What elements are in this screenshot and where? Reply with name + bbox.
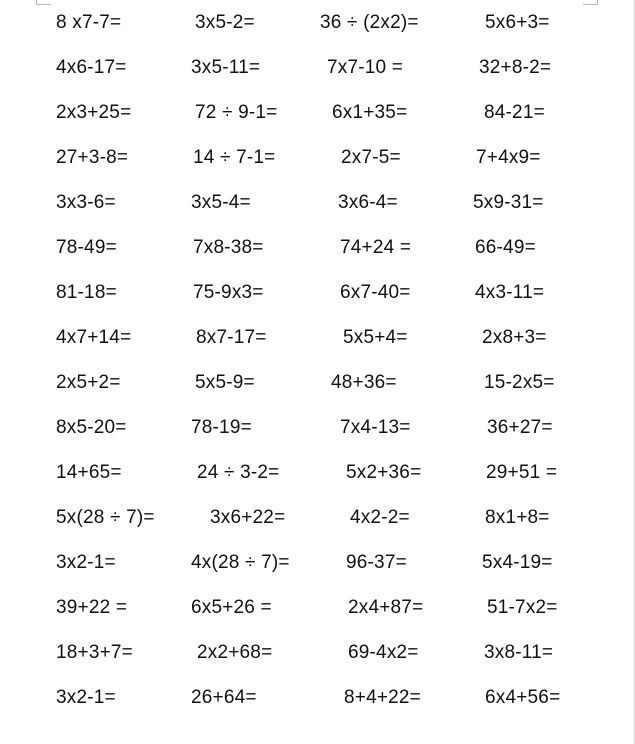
problem-r14-c3: 2x4+87= [348, 597, 424, 618]
problem-r8-c2: 8x7-17= [196, 327, 267, 348]
problem-r8-c1: 4x7+14= [56, 327, 132, 348]
problem-r5-c4: 5x9-31= [473, 192, 544, 213]
problem-r1-c3: 36 ÷ (2x2)= [320, 12, 419, 33]
problem-r9-c1: 2x5+2= [56, 372, 121, 393]
problem-r13-c3: 96-37= [346, 552, 407, 573]
problem-r10-c2: 78-19= [191, 417, 252, 438]
problem-r15-c2: 2x2+68= [197, 642, 273, 663]
problem-r16-c4: 6x4+56= [485, 687, 561, 708]
problem-r3-c4: 84-21= [484, 102, 545, 123]
problem-r13-c2: 4x(28 ÷ 7)= [191, 552, 290, 573]
problem-r2-c1: 4x6-17= [56, 57, 127, 78]
problem-r6-c2: 7x8-38= [193, 237, 264, 258]
problem-r5-c3: 3x6-4= [338, 192, 398, 213]
problem-r14-c4: 51-7x2= [487, 597, 558, 618]
problem-r16-c2: 26+64= [191, 687, 257, 708]
problem-r5-c1: 3x3-6= [56, 192, 116, 213]
problem-r11-c2: 24 ÷ 3-2= [197, 462, 280, 483]
problem-r10-c3: 7x4-13= [340, 417, 411, 438]
problem-r12-c4: 8x1+8= [485, 507, 550, 528]
problem-r11-c1: 14+65= [56, 462, 122, 483]
crop-mark-right [583, 0, 598, 5]
problem-r15-c4: 3x8-11= [484, 642, 554, 663]
problem-r9-c4: 15-2x5= [484, 372, 555, 393]
problem-r14-c1: 39+22 = [56, 597, 128, 618]
problem-r12-c2: 3x6+22= [210, 507, 286, 528]
problem-r13-c4: 5x4-19= [482, 552, 553, 573]
problem-r7-c4: 4x3-11= [475, 282, 545, 303]
problem-r9-c3: 48+36= [331, 372, 397, 393]
problem-r2-c4: 32+8-2= [479, 57, 552, 78]
problem-r14-c2: 6x5+26 = [191, 597, 272, 618]
problem-r5-c2: 3x5-4= [191, 192, 251, 213]
problem-r1-c2: 3x5-2= [195, 12, 255, 33]
problem-r7-c1: 81-18= [56, 282, 117, 303]
problem-r16-c3: 8+4+22= [344, 687, 421, 708]
problem-r6-c1: 78-49= [56, 237, 117, 258]
problem-r12-c3: 4x2-2= [350, 507, 410, 528]
problem-r6-c4: 66-49= [475, 237, 536, 258]
problem-r9-c2: 5x5-9= [195, 372, 255, 393]
problem-r4-c3: 2x7-5= [341, 147, 401, 168]
problem-r4-c2: 14 ÷ 7-1= [193, 147, 276, 168]
problem-r10-c4: 36+27= [487, 417, 553, 438]
problem-r2-c3: 7x7-10 = [327, 57, 404, 78]
problem-r7-c2: 75-9x3= [193, 282, 264, 303]
problem-r6-c3: 74+24 = [340, 237, 412, 258]
problem-r11-c3: 5x2+36= [346, 462, 422, 483]
problem-r7-c3: 6x7-40= [340, 282, 411, 303]
problem-r1-c1: 8 x7-7= [56, 12, 122, 33]
problem-r4-c4: 7+4x9= [476, 147, 541, 168]
problem-r1-c4: 5x6+3= [485, 12, 550, 33]
problem-r10-c1: 8x5-20= [56, 417, 127, 438]
problem-r3-c3: 6x1+35= [332, 102, 408, 123]
problem-r3-c2: 72 ÷ 9-1= [195, 102, 278, 123]
problem-r15-c3: 69-4x2= [348, 642, 419, 663]
problem-r8-c4: 2x8+3= [482, 327, 547, 348]
crop-mark-left [36, 0, 51, 5]
problem-r12-c1: 5x(28 ÷ 7)= [56, 507, 155, 528]
problem-r2-c2: 3x5-11= [191, 57, 261, 78]
problem-r3-c1: 2x3+25= [56, 102, 132, 123]
problem-r16-c1: 3x2-1= [56, 687, 116, 708]
problem-r11-c4: 29+51 = [486, 462, 558, 483]
problem-r13-c1: 3x2-1= [56, 552, 116, 573]
problem-r4-c1: 27+3-8= [56, 147, 129, 168]
problem-r8-c3: 5x5+4= [343, 327, 408, 348]
problem-r15-c1: 18+3+7= [56, 642, 133, 663]
